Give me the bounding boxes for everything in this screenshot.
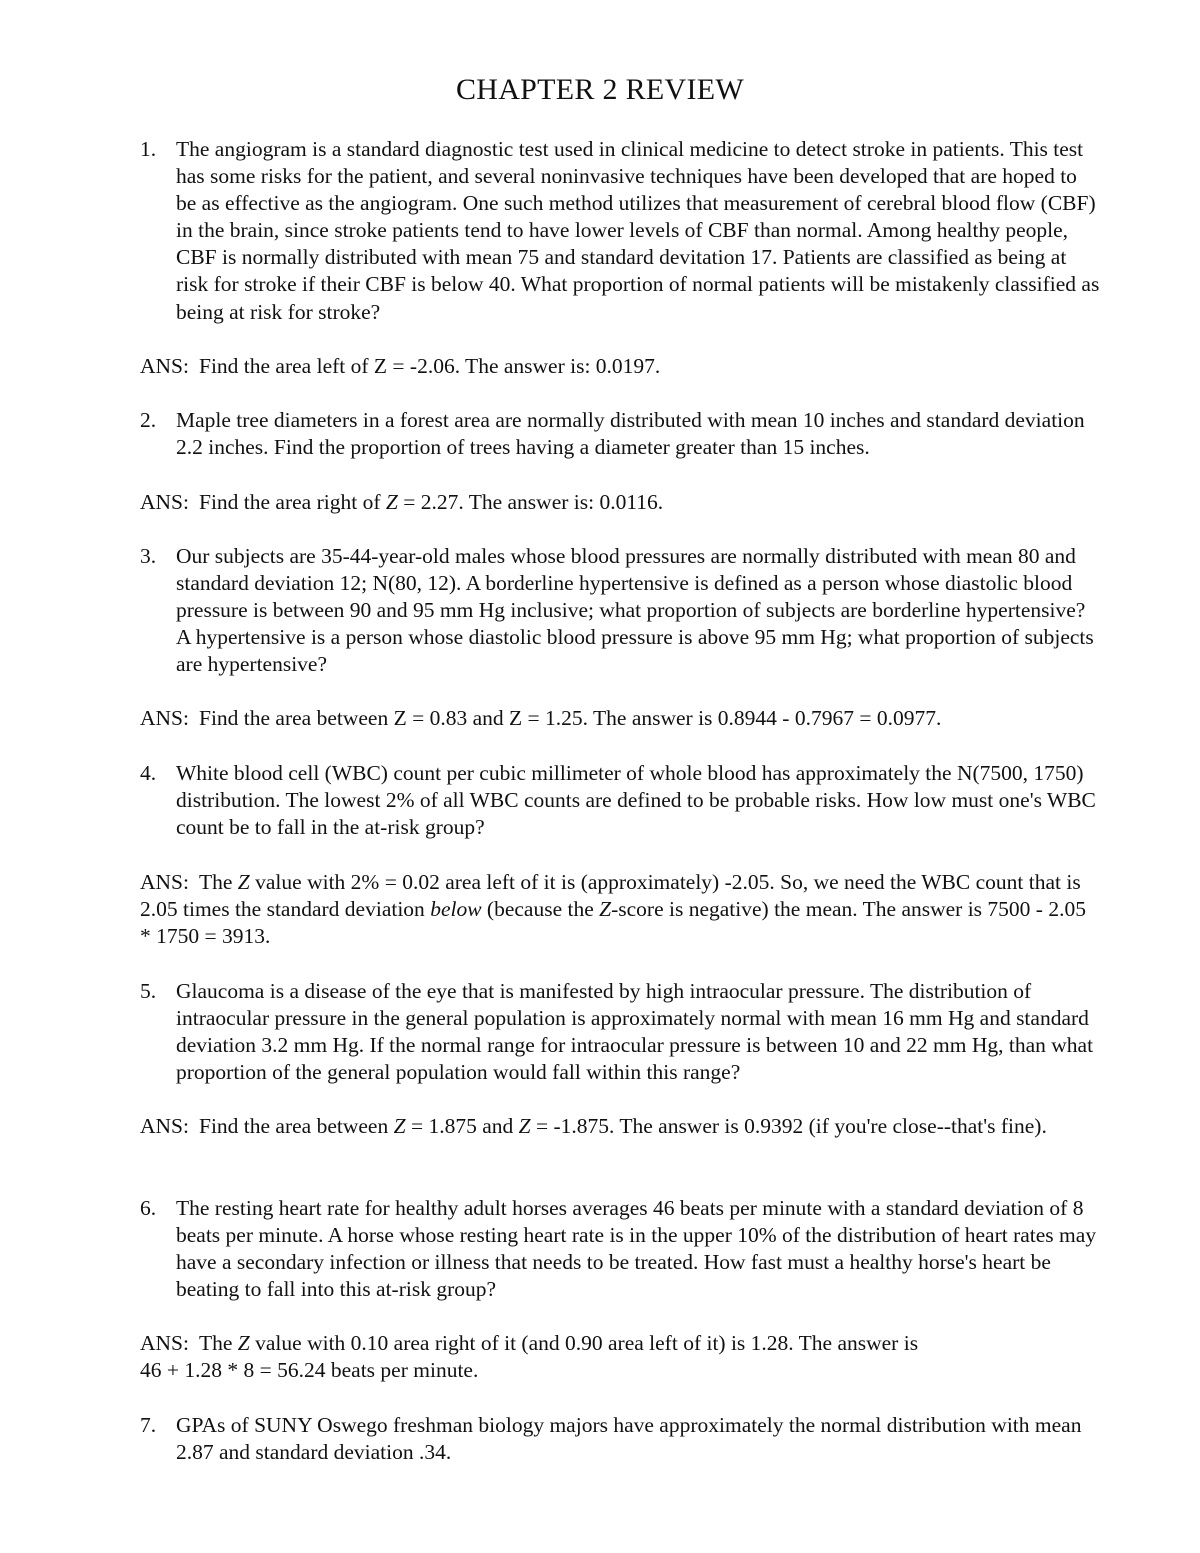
question-1 (140, 136, 1100, 326)
question-text: The resting heart rate for healthy adult horses averages 46 beats per minute with a standard deviation of 8 beats per minute. A horse whose resting heart rate is in the upper 10% of the distribution of heart rates may have a secondary infection or illness that needs to be treated. How fast must a healthy horse's heart be beating to fall into this at-risk group? (176, 1196, 1097, 1302)
answer-label: ANS: (140, 354, 189, 378)
page-title: CHAPTER 2 REVIEW (455, 73, 745, 106)
answer-text: = 2.27. The answer is: 0.0116. (397, 490, 664, 514)
answer-text: -score is negative) the mean. The answer is 7500 - 2.05 * 1750 = 3913. (140, 897, 1086, 949)
question-number: 4. (140, 761, 157, 785)
question-text: Our subjects are 35-44-year-old males whose blood pressures are normally distributed with mean 80 and standard deviation 12; N(80, 12). A borderline hypertensive is defined as a person whose diastolic blood pressure is between 90 and 95 mm Hg inclusive; what proportion of subjects are borderline hypertensive? A hypertensive is a person whose diastolic blood pressure is above 95 mm Hg; what proportion of subjects are hypertensive? (176, 544, 1094, 677)
question-number: 6. (140, 1196, 157, 1220)
answer-6 (140, 1330, 1100, 1384)
answer-label: ANS: (140, 1114, 189, 1138)
question-text: White blood cell (WBC) count per cubic millimeter of whole blood has approximately the N(7500, 1750) distribution. The lowest 2% of all WBC counts are defined to be probable risks. How low must one's WBC count be to fall in the at-risk group? (176, 761, 1096, 840)
emphasis-below: below (430, 897, 482, 922)
z-symbol: Z (393, 1114, 406, 1138)
answer-2 (140, 489, 1100, 516)
question-number: 5. (140, 979, 157, 1003)
question-3 (140, 543, 1100, 678)
question-text: Maple tree diameters in a forest area are normally distributed with mean 10 inches and standard deviation 2.2 inches. Find the proportion of trees having a diameter greater than 15 inches. (176, 408, 1085, 460)
answer-3 (140, 705, 1100, 732)
answer-text: The (198, 870, 238, 894)
question-text: The angiogram is a standard diagnostic test used in clinical medicine to detect stroke in patients. This test has some risks for the patient, and several noninvasive techniques have been developed that are hoped to be as effective as the angiogram. One such method utilizes that measurement of cerebral blood flow (CBF) in the brain, since stroke patients tend to have lower levels of CBF than normal. Among healthy people, CBF is normally distributed with mean 75 and standard devitation 17. Patients are classified as being at risk for stroke if their CBF is below 40. What proportion of normal patients will be mistakenly classified as being at risk for stroke? (176, 137, 1100, 324)
question-text: Glaucoma is a disease of the eye that is manifested by high intraocular pressure. The distribution of intraocular pressure in the general population is approximately normal with mean 16 mm Hg and standard deviation 3.2 mm Hg. If the normal range for intraocular pressure is between 10 and 22 mm Hg, than what proportion of the general population would fall within this range? (176, 979, 1094, 1085)
question-number: 3. (140, 544, 157, 568)
z-symbol: Z (385, 490, 398, 514)
answer-label: ANS: (140, 706, 189, 730)
answer-text: Find the area left of Z = -2.06. The answer is: 0.0197. (198, 354, 661, 378)
answer-text: = 1.875 and (405, 1114, 519, 1138)
answer-1 (140, 353, 1100, 380)
z-symbol: Z (599, 897, 612, 922)
question-number: 2. (140, 408, 157, 432)
answer-5 (140, 1113, 1100, 1140)
answer-label: ANS: (140, 870, 189, 894)
answer-text: Find the area right of (198, 490, 386, 514)
answer-text: (because the (481, 897, 600, 922)
question-number: 1. (140, 137, 157, 161)
z-symbol: Z (518, 1114, 531, 1138)
answer-text: value with 2% = 0.02 area left of it is (approximately) -2.05. So, we need the WBC count that is 2.05 times the standard deviation (140, 870, 1081, 922)
question-text: GPAs of SUNY Oswego freshman biology majors have approximately the normal distribution with mean 2.87 and standard deviation .34. (176, 1413, 1082, 1465)
question-5 (140, 978, 1100, 1086)
answer-label: ANS: (140, 490, 189, 514)
question-6 (140, 1195, 1100, 1303)
answer-label: ANS: (140, 1331, 189, 1355)
question-7 (140, 1412, 1100, 1466)
answer-text: = -1.875. The answer is 0.9392 (if you're close--that's fine). (530, 1114, 1047, 1138)
z-symbol: Z (237, 1331, 250, 1355)
answer-text: Find the area between Z = 0.83 and Z = 1.25. The answer is 0.8944 - 0.7967 = 0.0977. (198, 706, 942, 730)
question-number: 7. (140, 1413, 157, 1437)
question-4 (140, 760, 1100, 841)
answer-text: Find the area between (198, 1114, 394, 1138)
answer-text-line-2: 46 + 1.28 * 8 = 56.24 beats per minute. (140, 1358, 479, 1383)
answer-text: The (198, 1331, 238, 1355)
answer-text: value with 0.10 area right of it (and 0.90 area left of it) is 1.28. The answer is (249, 1331, 919, 1355)
answer-4 (140, 869, 1100, 950)
z-symbol: Z (237, 870, 250, 894)
question-2 (140, 407, 1100, 461)
